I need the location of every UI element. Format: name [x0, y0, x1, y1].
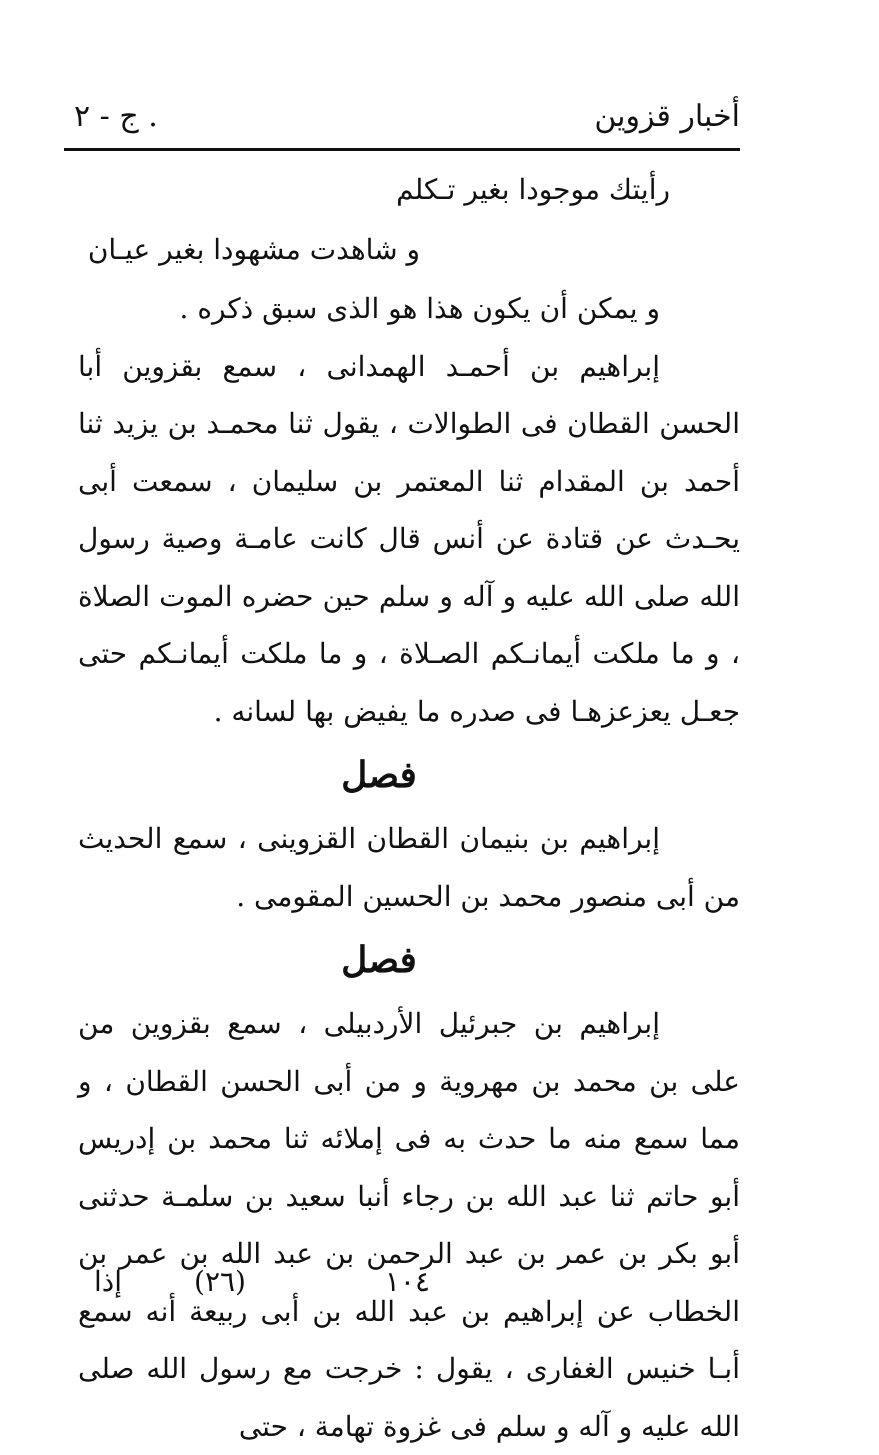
page-number: ١٠٤ — [384, 1265, 430, 1298]
paragraph-4: إبراهيم بن جبرئيل الأردبيلى ، سمع بقزوين من على بن محمد بن مهروية و من أبى الحسن القطان ، و مما سمع منه ما حدث به فى إملائه ثنا محمد بن إدريس أبو حاتم ثنا عبد الله بن رجاء أنبا سعيد بن سلمـة حدثنى أبو بكر بن عمر بن عبد الرحمن بن عبد الله بن عمر بن الخطاب عن إبراهيم بن عبد الله بن أبى ربيعة أنه سمع أبـا خنيس الغفارى ، يقول : خرجت مع رسول الله صلى الله عليه و آله و سلم فى غزوة تهامة ، حتى — [78, 1007, 740, 1443]
catchword: إذا — [94, 1265, 123, 1298]
page-body — [78, 160, 740, 1455]
section-heading-2: فصل — [341, 939, 417, 981]
paragraph-2: إبراهيم بن أحمـد الهمدانى ، سمع بقزوين أبا الحسن القطان فى الطوالات ، يقول ثنا محمـد بن يزيد ثنا أحمد بن المقدام ثنا المعتمر بن سليمان ، سمعت أبى يحـدث عن قتادة عن أنس قال كانت عامـة وصية رسول الله صلى الله عليه و آله و سلم حين حضره الموت الصلاة ، و ما ملكت أيمانـكم الصـلاة ، و ما ملكت أيمانـكم حتى جعـل يعزعزهـا فى صدره ما يفيض بها لسانه . — [78, 349, 740, 728]
paragraph-3: إبراهيم بن بنيمان القطان القزوينى ، سمع الحديث من أبى منصور محمد بن الحسين المقومى . — [78, 822, 740, 913]
paragraph-1: و يمكن أن يكون هذا هو الذى سبق ذكره . — [179, 292, 660, 325]
verse-line-2: و شاهدت مشهودا بغير عيـان — [87, 233, 420, 266]
volume-label: . ج - ٢ — [74, 99, 158, 134]
section-heading-1: فصل — [341, 754, 417, 796]
signature-mark: (٢٦) — [194, 1265, 246, 1298]
book-title: أخبار قزوين — [594, 99, 740, 134]
verse-line-1: رأيتك موجودا بغير تـكلم — [396, 173, 670, 206]
header-rule — [64, 148, 740, 151]
running-header — [64, 92, 740, 148]
page-footer — [64, 1262, 740, 1302]
